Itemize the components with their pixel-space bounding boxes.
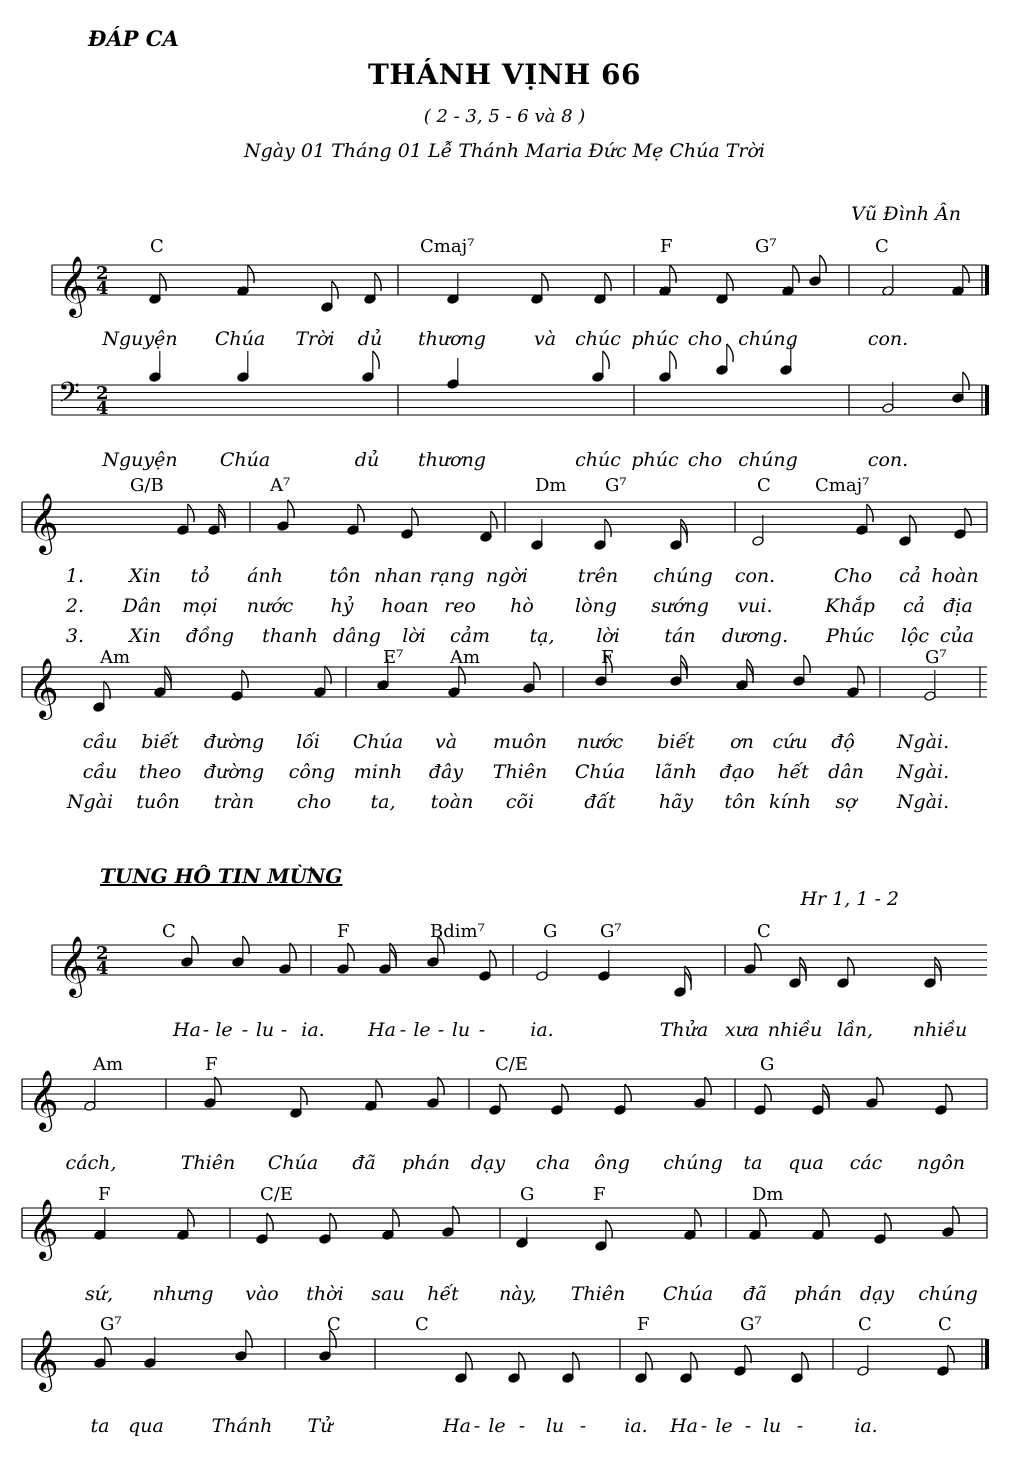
treble-clef-icon: 𝄞 bbox=[28, 1199, 59, 1259]
lyric-syllable: - bbox=[478, 1019, 486, 1041]
lyric-syllable: qua bbox=[788, 1152, 824, 1174]
lyric-syllable: nước bbox=[246, 595, 294, 617]
time-signature-numerator: 2 bbox=[96, 943, 109, 964]
lyric-syllable: nước bbox=[576, 731, 624, 753]
lyric-syllable: ta, bbox=[370, 791, 396, 813]
lyric-syllable: phúc bbox=[631, 328, 679, 350]
lyric-syllable: lộc bbox=[900, 625, 930, 647]
lyric-syllable: đường bbox=[203, 761, 265, 783]
chord-symbol: C/E bbox=[260, 1184, 293, 1205]
lyric-syllable: dạy bbox=[859, 1283, 895, 1305]
section-label-tung-ho: TUNG HÔ TIN MỪNG bbox=[100, 864, 343, 888]
chord-symbol: Cmaj⁷ bbox=[420, 236, 475, 257]
lyric-syllable: ông bbox=[594, 1152, 630, 1174]
lyric-syllable: minh bbox=[353, 761, 403, 783]
lyric-syllable: lòng bbox=[575, 595, 617, 617]
time-signature-numerator: 2 bbox=[96, 263, 109, 284]
lyric-syllable: - bbox=[700, 1415, 708, 1437]
note-flag bbox=[820, 255, 826, 273]
note-flag bbox=[301, 1087, 307, 1105]
lyric-syllable: Phúc bbox=[826, 625, 874, 647]
lyric-syllable: 2. bbox=[65, 595, 85, 617]
lyric-syllable: toàn bbox=[430, 791, 474, 813]
lyric-syllable: tạ, bbox=[529, 625, 555, 647]
lyric-syllable: Nguyện bbox=[102, 328, 178, 350]
lyric-syllable: tuôn bbox=[136, 791, 180, 813]
lyric-syllable: của bbox=[939, 625, 975, 647]
chord-symbol: F bbox=[98, 1184, 111, 1205]
lyric-syllable: vui. bbox=[737, 595, 773, 617]
lyric-syllable: - bbox=[518, 1415, 526, 1437]
lyric-syllable: chúng bbox=[663, 1152, 723, 1174]
lyric-syllable: Ngài. bbox=[896, 791, 950, 813]
note-flag bbox=[375, 273, 381, 291]
lyric-syllable: đất bbox=[584, 791, 616, 813]
lyric-syllable: hò bbox=[510, 595, 534, 617]
lyric-syllable: Chúa bbox=[574, 761, 626, 783]
note-flag bbox=[727, 344, 733, 362]
lyric-syllable: hãy bbox=[658, 791, 694, 813]
lyric-syllable: con. bbox=[734, 565, 776, 587]
lyric-syllable: ta bbox=[90, 1415, 110, 1437]
lyric-syllable: phúc bbox=[631, 449, 679, 471]
lyric-syllable: dủ bbox=[354, 449, 380, 471]
time-signature-denominator: 4 bbox=[96, 278, 109, 299]
lyric-syllable: lu bbox=[762, 1415, 782, 1437]
psalm-verses: ( 2 - 3, 5 - 6 và 8 ) bbox=[423, 106, 586, 127]
section-label-dap-ca: ĐÁP CA bbox=[88, 26, 179, 51]
note-flag bbox=[603, 351, 609, 369]
chord-symbol: F bbox=[601, 647, 614, 668]
note-flag bbox=[393, 1209, 399, 1227]
lyric-syllable: cha bbox=[535, 1152, 571, 1174]
chord-symbol: G bbox=[520, 1184, 535, 1205]
chord-symbol: F bbox=[205, 1054, 218, 1075]
chord-symbol: Bdim⁷ bbox=[430, 921, 485, 942]
lyric-syllable: dâng bbox=[333, 625, 381, 647]
lyric-syllable: Ha bbox=[368, 1019, 396, 1041]
lyric-syllable: thời bbox=[306, 1283, 344, 1305]
chord-symbol: Am bbox=[93, 1054, 124, 1075]
lyric-syllable: mọi bbox=[182, 595, 218, 617]
lyric-syllable: cảm bbox=[450, 625, 490, 647]
chord-symbol: G bbox=[543, 921, 558, 942]
lyric-syllable: Tử bbox=[307, 1415, 333, 1437]
lyric-syllable: cả bbox=[899, 565, 921, 587]
note-flag bbox=[804, 655, 810, 673]
lyric-syllable: lu bbox=[545, 1415, 565, 1437]
lyric-syllable: đây bbox=[428, 761, 464, 783]
lyric-syllable: qua bbox=[128, 1415, 164, 1437]
lyric-syllable: Thiên bbox=[180, 1152, 236, 1174]
lyric-syllable: cầu bbox=[82, 761, 118, 783]
lyric-syllable: lời bbox=[596, 625, 620, 647]
lyric-syllable: 3. bbox=[65, 625, 85, 647]
treble-clef-icon: 𝄞 bbox=[28, 658, 59, 718]
lyric-syllable: các bbox=[849, 1152, 883, 1174]
lyric-syllable: rạng bbox=[429, 565, 475, 587]
chord-symbol: Am bbox=[100, 647, 131, 668]
chord-symbol: F bbox=[660, 236, 673, 257]
lyric-syllable: ia. bbox=[624, 1415, 648, 1437]
lyric-syllable: lần, bbox=[837, 1019, 873, 1041]
treble-clef-icon: 𝄞 bbox=[28, 1070, 59, 1130]
lyric-syllable: Ha bbox=[173, 1019, 201, 1041]
lyric-syllable: Chúa bbox=[267, 1152, 319, 1174]
lyric-syllable: Thửa bbox=[659, 1019, 709, 1041]
lyric-syllable: hoan bbox=[381, 595, 429, 617]
lyric-syllable: ia. bbox=[530, 1019, 554, 1041]
lyric-syllable: ia. bbox=[301, 1019, 325, 1041]
lyric-syllable: cho bbox=[296, 791, 332, 813]
lyric-syllable: lời bbox=[402, 625, 426, 647]
note-flag bbox=[332, 281, 338, 299]
lyric-syllable: Thiên bbox=[570, 1283, 626, 1305]
chord-symbol: G⁷ bbox=[600, 921, 622, 942]
chord-symbol: G⁷ bbox=[755, 236, 777, 257]
note-flag bbox=[695, 1209, 701, 1227]
composer-name: Vũ Đình Ân bbox=[851, 203, 961, 225]
chord-symbol: C bbox=[757, 921, 771, 942]
lyric-syllable: phán bbox=[794, 1283, 842, 1305]
lyric-syllable: con. bbox=[867, 449, 909, 471]
chord-symbol: C bbox=[415, 1314, 429, 1335]
lyric-syllable: Ha bbox=[670, 1415, 698, 1437]
lyric-syllable: ngời bbox=[486, 565, 528, 587]
lyric-syllable: ngôn bbox=[916, 1152, 966, 1174]
chord-symbol: G bbox=[760, 1054, 775, 1075]
lyric-syllable: Chúa bbox=[219, 449, 271, 471]
lyric-syllable: le bbox=[488, 1415, 506, 1437]
lyric-syllable: chúng bbox=[653, 565, 713, 587]
lyric-syllable: hết bbox=[777, 761, 809, 783]
lyric-syllable: nhưng bbox=[152, 1283, 214, 1305]
lyric-syllable: nhiều bbox=[767, 1019, 823, 1041]
lyric-syllable: cầu bbox=[82, 731, 118, 753]
final-barline-thick bbox=[985, 385, 989, 415]
lyric-syllable: le bbox=[215, 1019, 233, 1041]
lyric-syllable: lãnh bbox=[655, 761, 697, 783]
lyric-syllable: này, bbox=[499, 1283, 537, 1305]
treble-clef-icon: 𝄞 bbox=[28, 1330, 59, 1390]
lyric-syllable: đã bbox=[352, 1152, 376, 1174]
note-flag bbox=[376, 1080, 382, 1098]
lyric-syllable: dủ bbox=[357, 328, 383, 350]
note-flag bbox=[373, 351, 379, 369]
lyric-syllable: phán bbox=[402, 1152, 450, 1174]
treble-clef-icon: 𝄞 bbox=[28, 493, 59, 553]
chord-symbol: A⁷ bbox=[270, 475, 291, 496]
note-flag bbox=[867, 504, 873, 522]
note-flag bbox=[605, 519, 611, 537]
lyric-syllable: thương bbox=[418, 449, 486, 471]
chord-symbol: C bbox=[938, 1314, 952, 1335]
time-signature-denominator: 4 bbox=[96, 398, 109, 419]
chord-symbol: C bbox=[162, 921, 176, 942]
page-title: THÁNH VỊNH 66 bbox=[368, 58, 641, 91]
chord-symbol: G/B bbox=[130, 475, 164, 496]
note-flag bbox=[242, 670, 248, 688]
lyric-syllable: và bbox=[533, 328, 557, 350]
lyric-syllable: chúc bbox=[575, 449, 621, 471]
lyric-syllable: Dân bbox=[122, 595, 162, 617]
lyric-syllable: - bbox=[280, 1019, 288, 1041]
time-signature-numerator: 2 bbox=[96, 383, 109, 404]
lyric-syllable: thanh bbox=[262, 625, 318, 647]
lyric-syllable: thương bbox=[418, 328, 486, 350]
bass-clef-icon: 𝄢 bbox=[58, 376, 80, 417]
note-flag bbox=[358, 504, 364, 522]
lyric-syllable: - bbox=[473, 1415, 481, 1437]
lyric-syllable: cả bbox=[903, 595, 925, 617]
treble-clef-icon: 𝄞 bbox=[58, 936, 89, 996]
lyric-syllable: cho bbox=[687, 328, 723, 350]
lyric-syllable: cứu bbox=[772, 731, 808, 753]
lyric-syllable: Ha bbox=[443, 1415, 471, 1437]
lyric-syllable: Thánh bbox=[211, 1415, 273, 1437]
chord-symbol: C/E bbox=[495, 1054, 528, 1075]
note-flag bbox=[160, 273, 166, 291]
lyric-syllable: - bbox=[202, 1019, 210, 1041]
lyric-syllable: chúng bbox=[738, 328, 798, 350]
note-flag bbox=[963, 372, 969, 390]
lyric-syllable: địa bbox=[943, 595, 973, 617]
lyric-syllable: ia. bbox=[854, 1415, 878, 1437]
lyric-syllable: hết bbox=[427, 1283, 459, 1305]
note-flag bbox=[605, 273, 611, 291]
lyric-syllable: Ngài. bbox=[896, 761, 950, 783]
chord-symbol: G⁷ bbox=[740, 1314, 762, 1335]
lyric-syllable: đã bbox=[743, 1283, 767, 1305]
lyric-syllable: tỏ bbox=[190, 565, 210, 587]
lyric-syllable: con. bbox=[867, 328, 909, 350]
lyric-syllable: lu bbox=[255, 1019, 275, 1041]
lyric-syllable: Cho bbox=[833, 565, 873, 587]
lyric-syllable: ơn bbox=[730, 731, 754, 753]
lyric-syllable: - bbox=[796, 1415, 804, 1437]
final-barline-thick bbox=[985, 265, 989, 295]
note-flag bbox=[542, 273, 548, 291]
note-flag bbox=[823, 1209, 829, 1227]
lyric-syllable: nhiều bbox=[912, 1019, 968, 1041]
lyric-syllable: sợ bbox=[835, 791, 857, 813]
lyric-syllable: tôn bbox=[724, 791, 756, 813]
chord-symbol: C bbox=[150, 236, 164, 257]
chord-symbol: Am bbox=[450, 647, 481, 668]
lyric-syllable: biết bbox=[141, 731, 179, 753]
lyric-syllable: Ngài bbox=[66, 791, 114, 813]
lyric-syllable: chúng bbox=[918, 1283, 978, 1305]
lyric-syllable: ánh bbox=[247, 565, 283, 587]
lyric-syllable: kính bbox=[768, 791, 812, 813]
chord-symbol: C bbox=[875, 236, 889, 257]
chord-symbol: G⁷ bbox=[100, 1314, 122, 1335]
lyric-syllable: tôn bbox=[329, 565, 361, 587]
chord-symbol: E⁷ bbox=[383, 647, 404, 668]
lyric-syllable: Chúa bbox=[662, 1283, 714, 1305]
note-flag bbox=[188, 504, 194, 522]
note-flag bbox=[727, 273, 733, 291]
occasion-subtitle: Ngày 01 Tháng 01 Lễ Thánh Maria Đức Mẹ Chúa Trời bbox=[243, 140, 766, 162]
lyric-syllable: - bbox=[744, 1415, 752, 1437]
note-flag bbox=[188, 1209, 194, 1227]
lyric-syllable: - bbox=[437, 1019, 445, 1041]
lyric-syllable: nhan bbox=[373, 565, 423, 587]
lyric-syllable: Khắp bbox=[825, 595, 875, 617]
lyric-syllable: - bbox=[399, 1019, 407, 1041]
lyric-syllable: dạy bbox=[470, 1152, 506, 1174]
lyric-syllable: dân bbox=[828, 761, 864, 783]
lyric-syllable: sướng bbox=[651, 595, 709, 617]
lyric-syllable: cõi bbox=[505, 791, 535, 813]
chord-symbol: F bbox=[637, 1314, 650, 1335]
lyric-syllable: chúc bbox=[575, 328, 621, 350]
lyric-syllable: vào bbox=[245, 1283, 279, 1305]
lyric-syllable: lối bbox=[296, 731, 320, 753]
chord-symbol: Dm bbox=[535, 475, 567, 496]
chord-symbol: C bbox=[327, 1314, 341, 1335]
lyric-syllable: đạo bbox=[719, 761, 755, 783]
lyric-syllable: ta bbox=[743, 1152, 763, 1174]
lyric-syllable: sau bbox=[371, 1283, 405, 1305]
chord-symbol: C bbox=[858, 1314, 872, 1335]
lyric-syllable: tán bbox=[664, 625, 696, 647]
lyric-syllable: trên bbox=[577, 565, 619, 587]
lyric-syllable: 1. bbox=[65, 565, 85, 587]
lyric-syllable: - bbox=[579, 1415, 587, 1437]
lyric-syllable: biết bbox=[657, 731, 695, 753]
chord-symbol: C bbox=[757, 475, 771, 496]
lyric-syllable: công bbox=[288, 761, 336, 783]
lyric-syllable: độ bbox=[831, 731, 855, 753]
chord-symbol: Dm bbox=[752, 1184, 784, 1205]
lyric-syllable: Ngài. bbox=[896, 731, 950, 753]
lyric-syllable: và bbox=[434, 731, 458, 753]
lyric-syllable: dương. bbox=[721, 625, 789, 647]
lyric-syllable: Xin bbox=[129, 565, 161, 587]
lyric-syllable: đường bbox=[203, 731, 265, 753]
lyric-syllable: reo bbox=[444, 595, 476, 617]
chord-symbol: Cmaj⁷ bbox=[815, 475, 870, 496]
chord-symbol: G⁷ bbox=[925, 647, 947, 668]
lyric-syllable: hoàn bbox=[931, 565, 979, 587]
note-flag bbox=[670, 351, 676, 369]
note-flag bbox=[760, 1209, 766, 1227]
lyric-syllable: lu bbox=[451, 1019, 471, 1041]
note-flag bbox=[534, 662, 540, 680]
scripture-reference: Hr 1, 1 - 2 bbox=[800, 888, 899, 910]
lyric-syllable: cho bbox=[687, 449, 723, 471]
lyric-syllable: Trời bbox=[295, 328, 335, 350]
lyric-syllable: đồng bbox=[185, 625, 235, 647]
lyric-syllable: Nguyện bbox=[102, 449, 178, 471]
lyric-syllable: sứ, bbox=[84, 1283, 114, 1305]
lyric-syllable: cách, bbox=[65, 1152, 117, 1174]
lyric-syllable: xưa bbox=[724, 1019, 760, 1041]
chord-symbol: G⁷ bbox=[605, 475, 627, 496]
lyric-syllable: Xin bbox=[129, 625, 161, 647]
lyric-syllable: - bbox=[241, 1019, 249, 1041]
lyric-syllable: Thiên bbox=[492, 761, 548, 783]
lyric-syllable: muôn bbox=[493, 731, 547, 753]
lyric-syllable: hỷ bbox=[330, 595, 354, 617]
lyric-syllable: theo bbox=[138, 761, 182, 783]
treble-clef-icon: 𝄞 bbox=[58, 256, 89, 316]
lyric-syllable: Chúa bbox=[352, 731, 404, 753]
time-signature-denominator: 4 bbox=[96, 958, 109, 979]
final-barline-thick bbox=[985, 1339, 989, 1369]
lyric-syllable: le bbox=[715, 1415, 733, 1437]
lyric-syllable: Chúa bbox=[214, 328, 266, 350]
chord-symbol: F bbox=[593, 1184, 606, 1205]
chord-symbol: F bbox=[337, 921, 350, 942]
lyric-syllable: tràn bbox=[213, 791, 255, 813]
note-flag bbox=[491, 511, 497, 529]
lyric-syllable: chúng bbox=[738, 449, 798, 471]
lyric-syllable: le bbox=[413, 1019, 431, 1041]
